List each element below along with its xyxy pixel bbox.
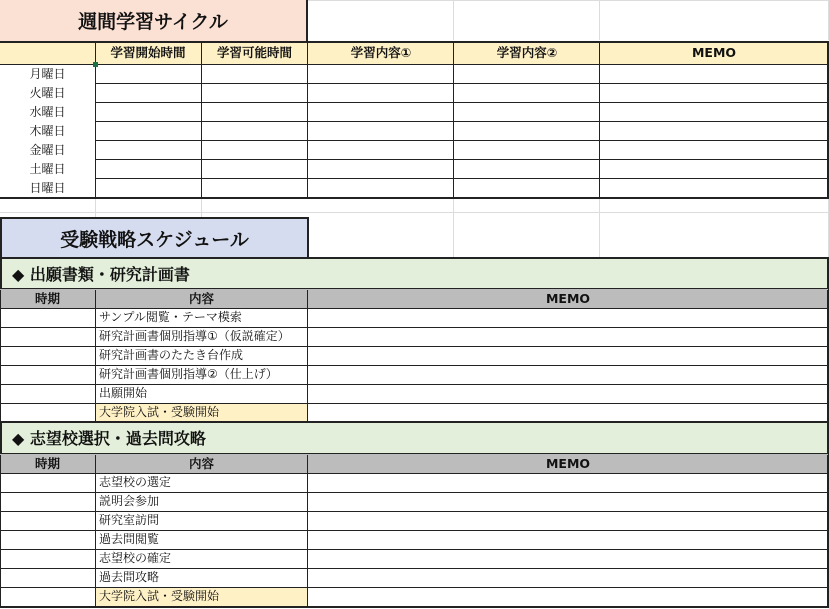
s2-item: 志望校の確定 <box>99 551 172 565</box>
s2-item: 研究室訪問 <box>99 513 160 527</box>
day-label-sun: 日曜日 <box>29 181 66 195</box>
col-header-start-time: 学習開始時間 <box>95 43 201 62</box>
s2-col-period: 時期 <box>0 454 95 473</box>
day-label-sat: 土曜日 <box>29 162 66 176</box>
col-header-content-2: 学習内容② <box>454 43 600 62</box>
weekly-title-text: 週間学習サイクル <box>78 11 228 33</box>
section-application-docs <box>0 257 829 290</box>
s1-item: 研究計画書個別指導②（仕上げ） <box>99 367 278 381</box>
s2-item: 志望校の選定 <box>99 475 172 489</box>
s2-item: 過去問攻略 <box>99 570 160 584</box>
s2-col-memo: MEMO <box>308 454 828 473</box>
day-label-fri: 金曜日 <box>29 143 66 157</box>
col-header-memo: MEMO <box>600 43 828 62</box>
day-label-thu: 木曜日 <box>29 124 66 138</box>
day-label-tue: 火曜日 <box>29 86 66 100</box>
s1-col-memo: MEMO <box>308 289 828 308</box>
weekly-title <box>0 0 308 41</box>
section-school-selection <box>0 421 829 455</box>
day-label-mon: 月曜日 <box>29 67 66 81</box>
s1-item: 研究計画書個別指導①（仮説確定） <box>99 329 290 343</box>
section-application-docs-title: ◆ 出願書類・研究計画書 <box>12 265 190 284</box>
s2-item: 大学院入試・受験開始 <box>99 589 220 603</box>
s1-item: 出願開始 <box>99 386 148 400</box>
s1-item: 研究計画書のたたき台作成 <box>99 348 244 362</box>
day-label-wed: 水曜日 <box>29 105 66 119</box>
strategy-title-text: 受験戦略スケジュール <box>60 228 249 251</box>
s2-col-content: 内容 <box>95 454 308 473</box>
strategy-title <box>0 217 309 257</box>
s1-item: 大学院入試・受験開始 <box>99 405 220 419</box>
section-school-selection-title: ◆ 志望校選択・過去問攻略 <box>12 429 206 448</box>
s2-item: 説明会参加 <box>99 494 160 508</box>
s1-col-content: 内容 <box>95 289 308 308</box>
s1-col-period: 時期 <box>0 289 95 308</box>
s1-item: サンプル閲覧・テーマ模索 <box>99 310 242 324</box>
col-header-available-time: 学習可能時間 <box>201 43 308 62</box>
col-header-content-1: 学習内容① <box>308 43 454 62</box>
s2-item: 過去問閲覧 <box>99 532 160 546</box>
